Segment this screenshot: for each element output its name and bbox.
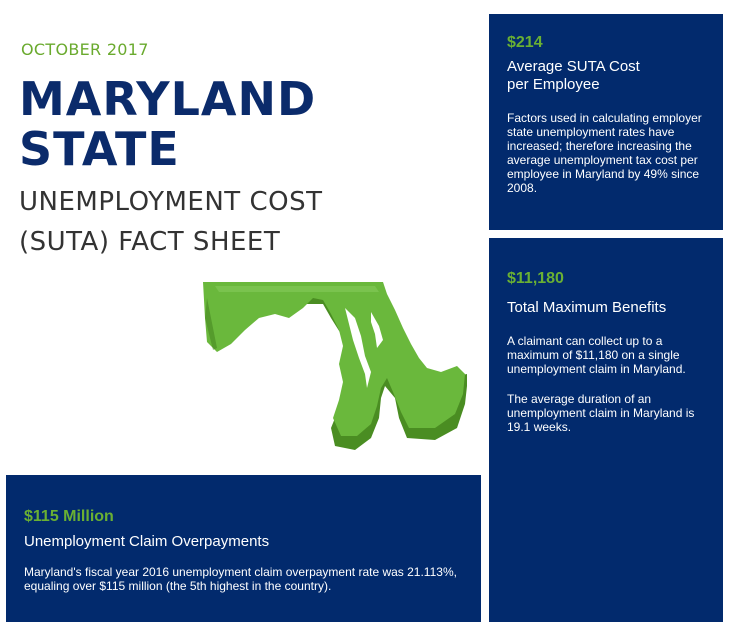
max-benefits-stat: $11,180 (507, 270, 564, 287)
suta-cost-label-line-2: per Employee (507, 76, 600, 93)
suta-cost-panel (489, 14, 723, 230)
title-line-2: STATE (19, 122, 180, 176)
suta-cost-label (507, 58, 707, 94)
overpayments-label: Unemployment Claim Overpayments (24, 533, 270, 550)
claim-duration-description: The average duration of an unemployment claim in Maryland is 19.1 weeks. (507, 392, 695, 434)
subtitle-line-1: UNEMPLOYMENT COST (19, 187, 323, 217)
title-line-1: MARYLAND (19, 72, 317, 126)
suta-cost-stat: $214 (507, 34, 543, 51)
maryland-map-icon (195, 278, 475, 458)
page-subtitle (19, 182, 322, 262)
overpayments-panel (6, 475, 481, 622)
suta-cost-description: Factors used in calculating employer state unemployment rates have increased; therefore increasing the average unemployment tax cost per employee in Maryland by 49% since 2008. (507, 111, 702, 195)
date-label: OCTOBER 2017 (21, 40, 149, 59)
subtitle-line-2: (SUTA) FACT SHEET (19, 227, 281, 257)
max-benefits-label: Total Maximum Benefits (507, 299, 667, 316)
max-benefits-description: A claimant can collect up to a maximum of $11,180 on a single unemployment claim in Maryland. (507, 334, 686, 376)
overpayments-description: Maryland's fiscal year 2016 unemployment claim overpayment rate was 21.113%, equaling over $115 million (the 5th highest in the country). (24, 565, 457, 593)
overpayments-stat: $115 Million (24, 508, 114, 525)
page-title (19, 74, 316, 174)
max-benefits-panel (489, 238, 723, 622)
suta-cost-label-line-1: Average SUTA Cost (507, 58, 640, 75)
